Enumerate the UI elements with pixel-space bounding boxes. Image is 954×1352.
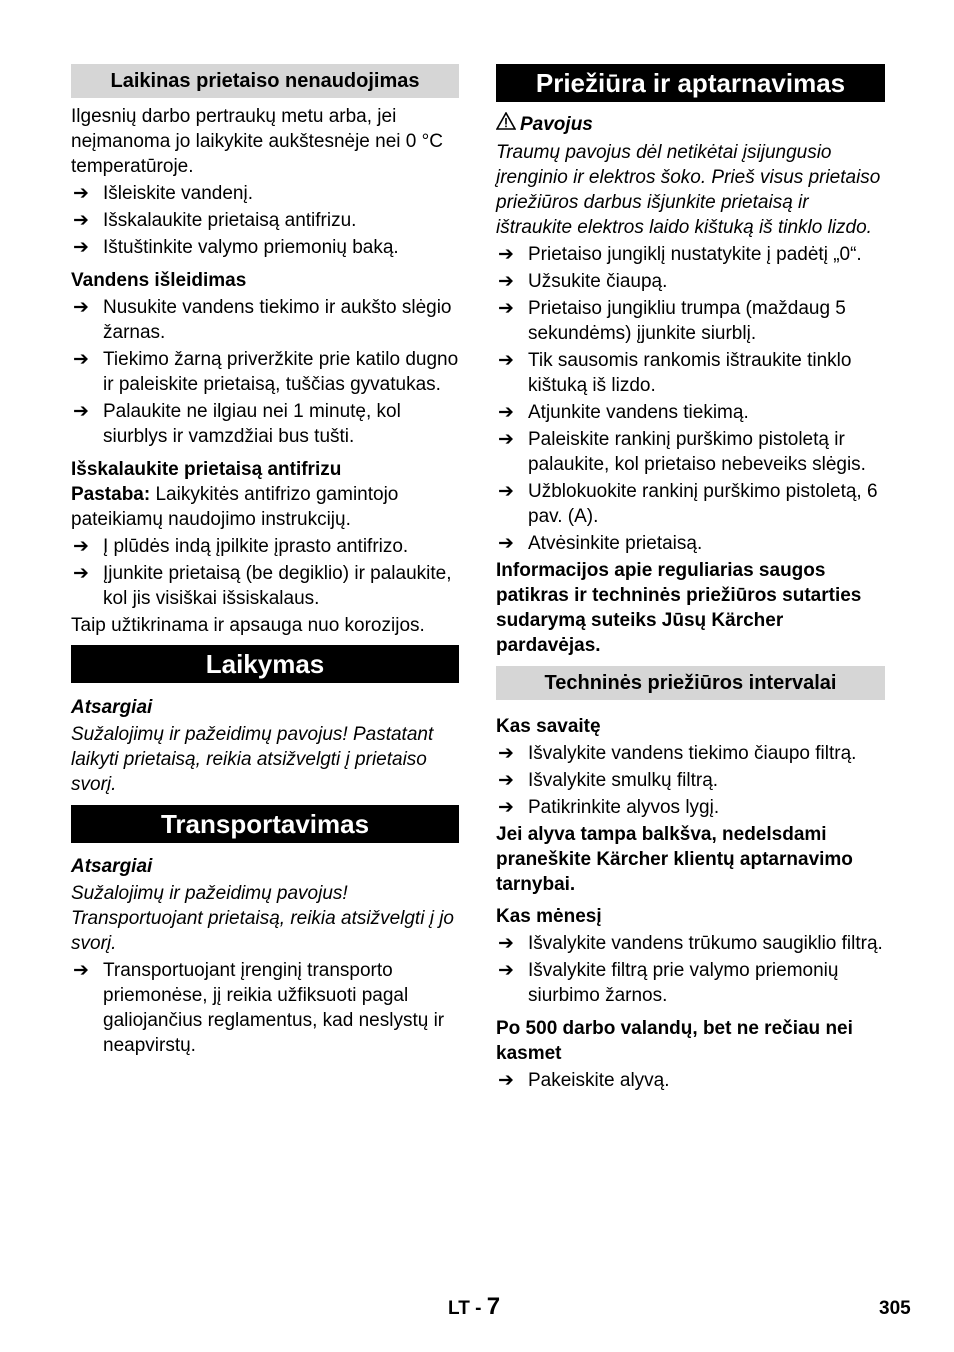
intervals-heading: Techninės priežiūros intervalai (496, 666, 885, 700)
right-column (496, 64, 885, 1093)
list-item (496, 531, 885, 556)
footer-lang: LT (448, 1298, 470, 1319)
weekly-heading: Kas savaitę (496, 716, 601, 737)
list-item-text: Paleiskite rankinį purškimo pistoletą ir palaukite, kol prietaiso nebeveiks slėgis. (528, 429, 866, 475)
arrow-icon: ➔ (498, 933, 514, 954)
list-item-text: Užblokuokite rankinį purškimo pistoletą, 6 pav. (A). (528, 481, 878, 527)
list-item-text: Į plūdės indą įpilkite įprasto antifrizo. (103, 536, 409, 557)
info-text: Informacijos apie reguliarias saugos patikras ir techninės priežiūros sutarties sudarymą suteiks Jūsų Kärcher pardavėjas. (496, 560, 862, 656)
monthly-steps (496, 931, 885, 1008)
arrow-icon: ➔ (73, 237, 89, 258)
list-item (71, 347, 459, 397)
list-item (71, 208, 459, 233)
arrow-icon: ➔ (498, 1070, 514, 1091)
note-label: Pastaba: (71, 484, 151, 505)
list-item-text: Prietaiso jungiklį nustatykite į padėtį „0“. (528, 244, 862, 265)
list-item-text: Išvalykite smulkų filtrą. (528, 770, 719, 791)
oil-warning: Jei alyva tampa balkšva, nedelsdami praneškite Kärcher klientų aptarnavimo tarnybai. (496, 824, 853, 895)
arrow-icon: ➔ (73, 210, 89, 231)
weekly-steps (496, 741, 885, 820)
list-item (496, 427, 885, 477)
list-item (71, 561, 459, 611)
footer-sep: - (469, 1298, 487, 1319)
danger-label: Pavojus (520, 114, 593, 135)
hours-heading: Po 500 darbo valandų, bet ne rečiau nei kasmet (496, 1018, 853, 1064)
list-item (496, 931, 885, 956)
arrow-icon: ➔ (498, 743, 514, 764)
hours-steps (496, 1068, 885, 1093)
care-heading: Priežiūra ir aptarnavimas (496, 64, 885, 102)
list-item (496, 479, 885, 529)
antifreeze-steps (71, 534, 459, 611)
list-item-text: Atvėsinkite prietaisą. (528, 533, 703, 554)
list-item-text: Pakeiskite alyvą. (528, 1070, 670, 1091)
note-text: Laikykitės antifrizo gamintojo pateikiamų naudojimo instrukcijų. (71, 484, 399, 530)
page-number: 305 (879, 1298, 911, 1319)
list-item (496, 1068, 885, 1093)
list-item (71, 399, 459, 449)
arrow-icon: ➔ (498, 402, 514, 423)
list-item (71, 181, 459, 206)
list-item (496, 242, 885, 267)
footer-section-label (448, 1294, 500, 1321)
list-item (496, 400, 885, 425)
arrow-icon: ➔ (498, 429, 514, 450)
transport-steps (71, 958, 459, 1058)
drain-heading: Vandens išleidimas (71, 270, 247, 291)
list-item (71, 235, 459, 260)
list-item (496, 958, 885, 1008)
list-item-text: Ištuštinkite valymo priemonių baką. (103, 237, 399, 258)
list-item (496, 768, 885, 793)
list-item-text: Tik sausomis rankomis ištraukite tinklo kištuką iš lizdo. (528, 350, 852, 396)
list-item-text: Įjunkite prietaisą (be degiklio) ir palaukite, kol jis visiškai išsiskalaus. (103, 563, 452, 609)
monthly-heading: Kas mėnesį (496, 906, 602, 927)
drain-steps (71, 295, 459, 449)
antifreeze-heading: Išskalaukite prietaisą antifrizu (71, 459, 342, 480)
list-item-text: Transportuojant įrenginį transporto priemonėse, jį reikia užfiksuoti pagal galiojančius reglamentus, kad neslystų ir neapvirstų. (103, 960, 445, 1056)
keeping-caution: Atsargiai (71, 697, 153, 718)
danger-text: Traumų pavojus dėl netikėtai įsijungusio įrenginio ir elektros šoko. Prieš visus prietaiso priežiūros darbus išjunkite prietaisą ir ištraukite elektros laido kištuką iš tinklo lizdo. (496, 142, 881, 238)
transport-text: Sužalojimų ir pažeidimų pavojus! Transportuojant prietaisą, reikia atsižvelgti į jo svorį. (71, 883, 454, 954)
list-item-text: Nusukite vandens tiekimo ir aukšto slėgio žarnas. (103, 297, 452, 343)
arrow-icon: ➔ (498, 533, 514, 554)
arrow-icon: ➔ (73, 401, 89, 422)
keeping-heading: Laikymas (71, 645, 459, 683)
arrow-icon: ➔ (73, 183, 89, 204)
footer-section-page: 7 (486, 1293, 501, 1320)
list-item-text: Išleiskite vandenį. (103, 183, 253, 204)
transport-heading: Transportavimas (71, 805, 459, 843)
arrow-icon: ➔ (498, 298, 514, 319)
arrow-icon: ➔ (73, 297, 89, 318)
arrow-icon: ➔ (498, 244, 514, 265)
antifreeze-note (71, 482, 459, 532)
storage-heading: Laikinas prietaiso nenaudojimas (71, 64, 459, 98)
list-item-text: Patikrinkite alyvos lygį. (528, 797, 720, 818)
danger-line (496, 112, 885, 137)
arrow-icon: ➔ (498, 271, 514, 292)
left-column (71, 64, 459, 1058)
list-item-text: Tiekimo žarną priveržkite prie katilo dugno ir paleiskite prietaisą, tuščias gyvatukas. (103, 349, 459, 395)
list-item (71, 295, 459, 345)
list-item-text: Prietaiso jungikliu trumpa (maždaug 5 sekundėms) įjunkite siurblį. (528, 298, 846, 344)
care-steps (496, 242, 885, 556)
list-item (496, 269, 885, 294)
list-item-text: Išvalykite vandens tiekimo čiaupo filtrą. (528, 743, 857, 764)
list-item-text: Atjunkite vandens tiekimą. (528, 402, 749, 423)
list-item (71, 958, 459, 1058)
list-item (496, 348, 885, 398)
arrow-icon: ➔ (498, 350, 514, 371)
transport-caution: Atsargiai (71, 856, 153, 877)
arrow-icon: ➔ (498, 481, 514, 502)
list-item-text: Išvalykite vandens trūkumo saugiklio filtrą. (528, 933, 883, 954)
list-item-text: Palaukite ne ilgiau nei 1 minutę, kol siurblys ir vamzdžiai bus tušti. (103, 401, 401, 447)
antifreeze-outro: Taip užtikrinama ir apsauga nuo korozijos. (71, 615, 425, 636)
keeping-text: Sužalojimų ir pažeidimų pavojus! Pastatant laikyti prietaisą, reikia atsižvelgti į prietaiso svorį. (71, 724, 434, 795)
list-item (496, 795, 885, 820)
warning-triangle-icon (496, 112, 520, 137)
list-item-text: Išskalaukite prietaisą antifrizu. (103, 210, 357, 231)
list-item-text: Užsukite čiaupą. (528, 271, 668, 292)
arrow-icon: ➔ (73, 960, 89, 981)
storage-steps (71, 181, 459, 260)
storage-intro: Ilgesnių darbo pertraukų metu arba, jei neįmanoma jo laikykite aukštesnėje nei 0 °C temperatūroje. (71, 106, 443, 177)
arrow-icon: ➔ (73, 536, 89, 557)
list-item (71, 534, 459, 559)
list-item (496, 741, 885, 766)
arrow-icon: ➔ (73, 563, 89, 584)
arrow-icon: ➔ (498, 960, 514, 981)
arrow-icon: ➔ (498, 770, 514, 791)
list-item-text: Išvalykite filtrą prie valymo priemonių siurbimo žarnos. (528, 960, 839, 1006)
arrow-icon: ➔ (73, 349, 89, 370)
arrow-icon: ➔ (498, 797, 514, 818)
list-item (496, 296, 885, 346)
